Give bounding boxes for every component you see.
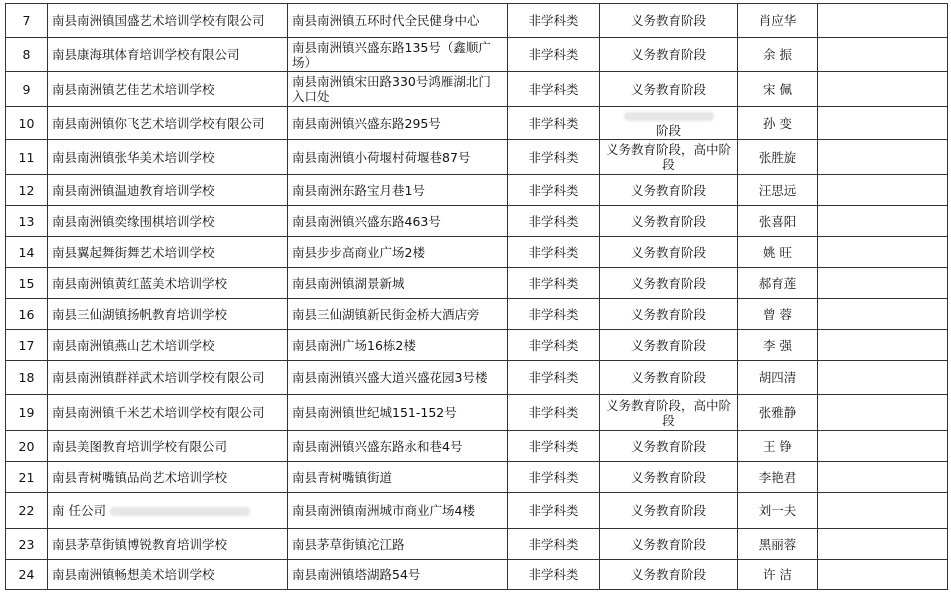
table-row [6,206,948,237]
responsible-person: 张雅静 [738,395,818,431]
institution-address: 南县步步高商业广场2楼 [288,237,508,268]
institution-type: 非学科类 [508,140,600,175]
table-row [6,175,948,206]
education-stage: 义务教育阶段 [600,462,738,493]
education-stage: 义务教育阶段 [600,330,738,361]
table-row [6,330,948,361]
institution-address: 南县南洲镇兴盛东路135号（鑫顺广场） [288,38,508,72]
education-stage: 义务教育阶段 [600,268,738,299]
institution-type: 非学科类 [508,361,600,395]
redaction-blur [110,507,250,516]
row-number: 18 [6,361,48,395]
row-number: 15 [6,268,48,299]
row-number: 19 [6,395,48,431]
education-stage: 义务教育阶段 [600,361,738,395]
empty-cell [818,462,948,493]
institution-name: 南县康海琪体育培训学校有限公司 [48,38,288,72]
responsible-person: 许 洁 [738,560,818,590]
row-number: 23 [6,529,48,560]
institution-type: 非学科类 [508,299,600,330]
responsible-person: 张喜阳 [738,206,818,237]
institution-table [5,3,948,590]
institution-name: 南县南洲镇群祥武术培训学校有限公司 [48,361,288,395]
empty-cell [818,560,948,590]
education-stage: 义务教育阶段 [600,175,738,206]
table-row [6,107,948,140]
responsible-person: 刘一夫 [738,493,818,529]
row-number: 16 [6,299,48,330]
responsible-person: 王 铮 [738,431,818,462]
empty-cell [818,206,948,237]
institution-address: 南县南洲镇宋田路330号鸿雁湖北门入口处 [288,72,508,107]
institution-type: 非学科类 [508,431,600,462]
education-stage: 义务教育阶段 [600,299,738,330]
table-row [6,38,948,72]
row-number: 20 [6,431,48,462]
institution-name: 南县南洲镇你飞艺术培训学校有限公司 [48,107,288,140]
row-number: 9 [6,72,48,107]
table-row [6,493,948,529]
education-stage: 义务教育阶段，高中阶段 [600,395,738,431]
institution-type: 非学科类 [508,330,600,361]
empty-cell [818,38,948,72]
education-stage: 义务教育阶段 [600,529,738,560]
table-row [6,361,948,395]
table-row [6,268,948,299]
responsible-person: 宋 佩 [738,72,818,107]
institution-address: 南县南洲镇世纪城151-152号 [288,395,508,431]
institution-name: 南县三仙湖镇扬帆教育培训学校 [48,299,288,330]
empty-cell [818,395,948,431]
institution-name: 南县南洲镇奕缘围棋培训学校 [48,206,288,237]
institution-name: 南县南洲镇千米艺术培训学校有限公司 [48,395,288,431]
table-row [6,560,948,590]
institution-name: 南县翼起舞街舞艺术培训学校 [48,237,288,268]
row-number: 12 [6,175,48,206]
institution-name: 南县南洲镇艺佳艺术培训学校 [48,72,288,107]
institution-type: 非学科类 [508,175,600,206]
institution-name: 南县南洲镇张华美术培训学校 [48,140,288,175]
institution-address: 南县南洲广场16栋2楼 [288,330,508,361]
institution-address: 南县南洲镇兴盛大道兴盛花园3号楼 [288,361,508,395]
education-stage: 义务教育阶段 [600,72,738,107]
responsible-person: 曾 蓉 [738,299,818,330]
empty-cell [818,330,948,361]
institution-address: 南县南洲东路宝月巷1号 [288,175,508,206]
responsible-person: 姚 旺 [738,237,818,268]
table-row [6,237,948,268]
row-number: 10 [6,107,48,140]
responsible-person: 余 振 [738,38,818,72]
institution-type: 非学科类 [508,38,600,72]
institution-name: 南县南洲镇畅想美术培训学校 [48,560,288,590]
education-stage: 义务教育阶段 [600,4,738,38]
row-number: 11 [6,140,48,175]
institution-address: 南县南洲镇湖景新城 [288,268,508,299]
table-row [6,431,948,462]
row-number: 13 [6,206,48,237]
institution-type: 非学科类 [508,237,600,268]
row-number: 21 [6,462,48,493]
responsible-person: 胡四清 [738,361,818,395]
institution-name-partial [48,493,288,529]
institution-name: 南县南洲镇燕山艺术培训学校 [48,330,288,361]
institution-name: 南县南洲镇温迪教育培训学校 [48,175,288,206]
table-row [6,140,948,175]
institution-name: 南县南洲镇国盛艺术培训学校有限公司 [48,4,288,38]
institution-address: 南县南洲镇塔湖路54号 [288,560,508,590]
institution-address: 南县南洲镇五环时代全民健身中心 [288,4,508,38]
institution-address: 南县茅草街镇沱江路 [288,529,508,560]
institution-address: 南县南洲镇小荷堰村荷堰巷87号 [288,140,508,175]
empty-cell [818,72,948,107]
row-number: 24 [6,560,48,590]
empty-cell [818,361,948,395]
institution-type: 非学科类 [508,206,600,237]
empty-cell [818,431,948,462]
row-number: 8 [6,38,48,72]
institution-address: 南县南洲镇兴盛东路463号 [288,206,508,237]
institution-type: 非学科类 [508,4,600,38]
education-stage: 义务教育阶段 [600,237,738,268]
education-stage: 义务教育阶段，高中阶段 [600,140,738,175]
responsible-person: 肖应华 [738,4,818,38]
institution-type: 非学科类 [508,72,600,107]
institution-type: 非学科类 [508,395,600,431]
institution-type: 非学科类 [508,529,600,560]
institution-type: 非学科类 [508,462,600,493]
institution-type: 非学科类 [508,107,600,140]
institution-name: 南 任公司 [52,503,106,518]
responsible-person: 孙 变 [738,107,818,140]
row-number: 7 [6,4,48,38]
education-stage: 阶段 [655,123,681,138]
institution-address: 南县南洲镇兴盛东路295号 [288,107,508,140]
empty-cell [818,493,948,529]
institution-address: 南县南洲镇南洲城市商业广场4楼 [288,493,508,529]
responsible-person: 李艳君 [738,462,818,493]
education-stage: 义务教育阶段 [600,431,738,462]
row-number: 14 [6,237,48,268]
empty-cell [818,237,948,268]
institution-type: 非学科类 [508,493,600,529]
institution-name: 南县青树嘴镇品尚艺术培训学校 [48,462,288,493]
institution-name: 南县南洲镇黄红蓝美术培训学校 [48,268,288,299]
table-row [6,72,948,107]
responsible-person: 李 强 [738,330,818,361]
education-stage: 义务教育阶段 [600,38,738,72]
institution-type: 非学科类 [508,560,600,590]
empty-cell [818,529,948,560]
table-row [6,462,948,493]
table-row [6,4,948,38]
responsible-person: 郝育莲 [738,268,818,299]
empty-cell [818,107,948,140]
responsible-person: 黑丽蓉 [738,529,818,560]
institution-address: 南县南洲镇兴盛东路永和巷4号 [288,431,508,462]
education-stage: 义务教育阶段 [600,206,738,237]
table-row [6,299,948,330]
institution-address: 南县青树嘴镇街道 [288,462,508,493]
institution-name: 南县茅草街镇博锐教育培训学校 [48,529,288,560]
empty-cell [818,268,948,299]
row-number: 22 [6,493,48,529]
empty-cell [818,299,948,330]
institution-name: 南县美图教育培训学校有限公司 [48,431,288,462]
empty-cell [818,140,948,175]
responsible-person: 张胜旋 [738,140,818,175]
responsible-person: 汪思远 [738,175,818,206]
institution-type: 非学科类 [508,268,600,299]
education-stage: 义务教育阶段 [600,493,738,529]
empty-cell [818,4,948,38]
table-row [6,529,948,560]
empty-cell [818,175,948,206]
row-number: 17 [6,330,48,361]
table-row [6,395,948,431]
education-stage-partial [600,107,738,140]
education-stage: 义务教育阶段 [600,560,738,590]
institution-address: 南县三仙湖镇新民街金桥大酒店旁 [288,299,508,330]
redaction-blur [624,112,714,121]
